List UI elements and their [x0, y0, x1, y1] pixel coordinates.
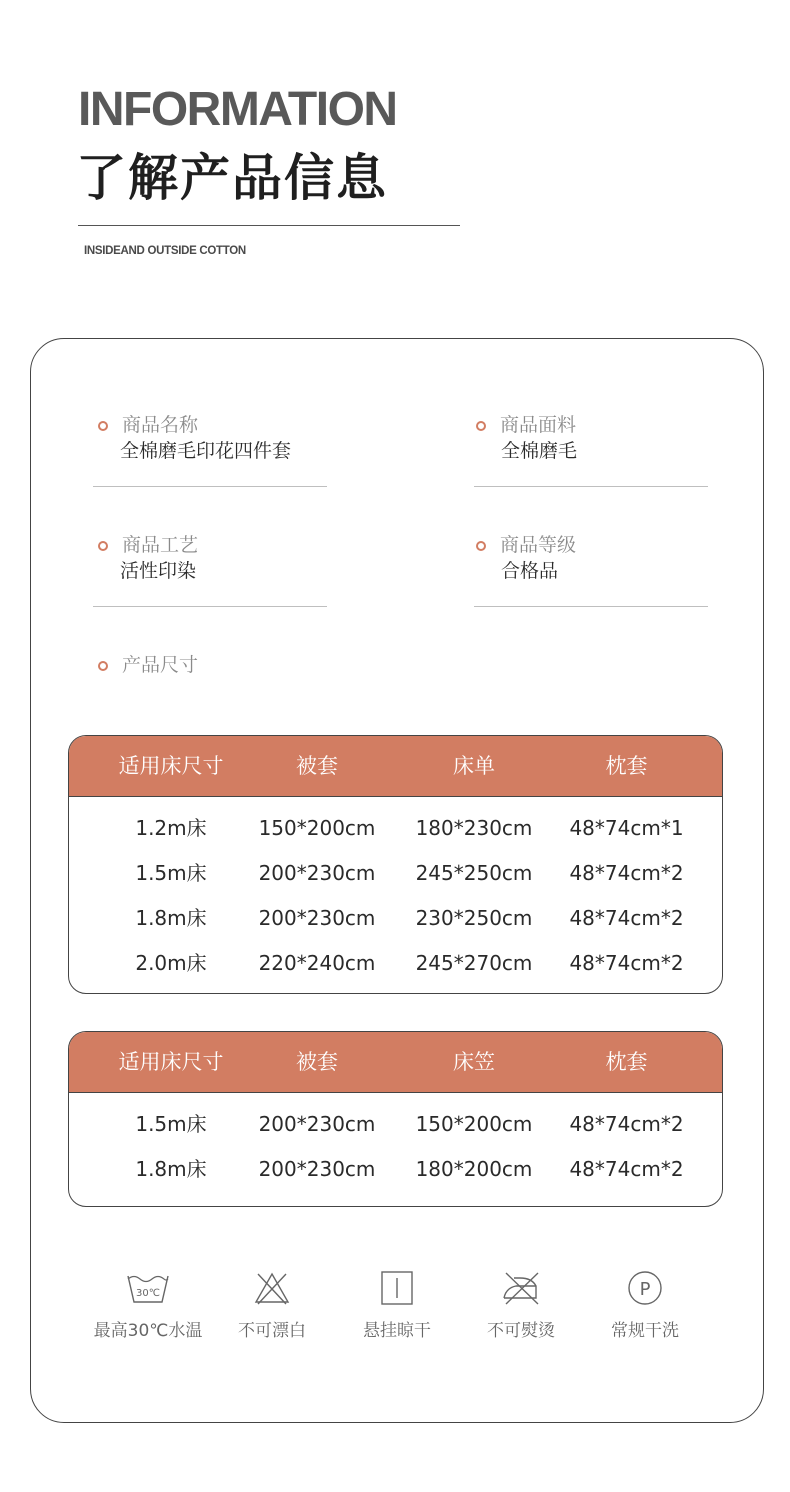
bullet-icon: [98, 541, 108, 551]
table-cell: 150*200cm: [415, 1112, 533, 1136]
bullet-icon: [476, 541, 486, 551]
table-cell: 1.5m床: [135, 1112, 207, 1136]
table-row: [69, 1102, 722, 1147]
table-cell: 245*270cm: [415, 951, 533, 975]
table-cell: 48*74cm*2: [569, 861, 684, 885]
column-header: 枕套: [605, 754, 648, 778]
table-row: [69, 1147, 722, 1192]
header-divider: [78, 225, 460, 226]
care-item-hang-dry: [332, 1268, 462, 1341]
table-cell: 245*250cm: [415, 861, 533, 885]
table-cell: 150*200cm: [258, 816, 376, 840]
column-header: 被套: [296, 754, 338, 778]
field-divider: [474, 606, 708, 607]
size-table-sheet: [68, 735, 723, 994]
bullet-icon: [98, 421, 108, 431]
table-cell: 48*74cm*2: [569, 1157, 684, 1181]
care-label: 常规干洗: [611, 1321, 679, 1341]
table-cell: 1.8m床: [135, 1157, 207, 1181]
table-cell: 1.2m床: [135, 816, 207, 840]
table-cell: 1.5m床: [135, 861, 207, 885]
column-header: 被套: [296, 1050, 338, 1074]
bullet-icon: [98, 661, 108, 671]
dry-clean-letter: P: [639, 1279, 651, 1300]
field-label: 商品名称: [122, 414, 199, 436]
table-cell: 1.8m床: [135, 906, 207, 930]
column-header: 枕套: [605, 1050, 648, 1074]
hang-dry-icon: [332, 1268, 462, 1308]
column-header: 床单: [453, 754, 495, 778]
care-label: 不可漂白: [238, 1321, 306, 1341]
column-header: 床笠: [453, 1050, 495, 1074]
care-item-dry-clean: [580, 1268, 710, 1341]
table-cell: 48*74cm*2: [569, 1112, 684, 1136]
page-title-en: INFORMATION: [78, 83, 397, 136]
care-label: 悬挂晾干: [363, 1321, 431, 1341]
table-cell: 200*230cm: [258, 1112, 376, 1136]
no-bleach-icon: [207, 1268, 337, 1308]
care-item-wash: [83, 1268, 213, 1341]
bullet-icon: [476, 421, 486, 431]
table-header: [69, 1032, 722, 1093]
table-cell: 180*200cm: [415, 1157, 533, 1181]
column-header: 适用床尺寸: [118, 754, 224, 778]
field-divider: [93, 606, 327, 607]
care-item-bleach: [207, 1268, 337, 1341]
page-subtitle: INSIDEAND OUTSIDE COTTON: [84, 245, 246, 257]
field-label: 商品等级: [500, 534, 577, 556]
table-cell: 48*74cm*1: [569, 816, 684, 840]
table-cell: 48*74cm*2: [569, 906, 684, 930]
field-value: 全棉磨毛印花四件套: [120, 440, 292, 462]
table-cell: 2.0m床: [135, 951, 207, 975]
size-table-fitted: [68, 1031, 723, 1207]
table-row: [69, 851, 722, 896]
table-cell: 230*250cm: [415, 906, 533, 930]
care-label: 最高30℃水温: [93, 1321, 203, 1341]
table-cell: 200*230cm: [258, 1157, 376, 1181]
column-header: 适用床尺寸: [118, 1050, 224, 1074]
field-label: 商品面料: [500, 414, 577, 436]
table-cell: 200*230cm: [258, 906, 376, 930]
table-row: [69, 896, 722, 941]
field-label: 产品尺寸: [122, 654, 199, 676]
wash-30-icon: [83, 1268, 213, 1308]
page-title-cn: 了解产品信息: [76, 149, 388, 207]
wash-temp-text: 30℃: [136, 1288, 160, 1299]
field-value: 活性印染: [120, 560, 197, 582]
field-divider: [474, 486, 708, 487]
table-header: [69, 736, 722, 797]
care-item-iron: [456, 1268, 586, 1341]
table-cell: 48*74cm*2: [569, 951, 684, 975]
table-row: [69, 941, 722, 986]
field-value: 合格品: [501, 560, 559, 582]
no-iron-icon: [456, 1268, 586, 1308]
field-label: 商品工艺: [122, 534, 199, 556]
dry-clean-p-icon: [580, 1268, 710, 1308]
table-row: [69, 806, 722, 851]
table-cell: 220*240cm: [258, 951, 376, 975]
field-value: 全棉磨毛: [501, 440, 578, 462]
table-cell: 180*230cm: [415, 816, 533, 840]
table-cell: 200*230cm: [258, 861, 376, 885]
field-divider: [93, 486, 327, 487]
care-label: 不可熨烫: [487, 1321, 555, 1341]
